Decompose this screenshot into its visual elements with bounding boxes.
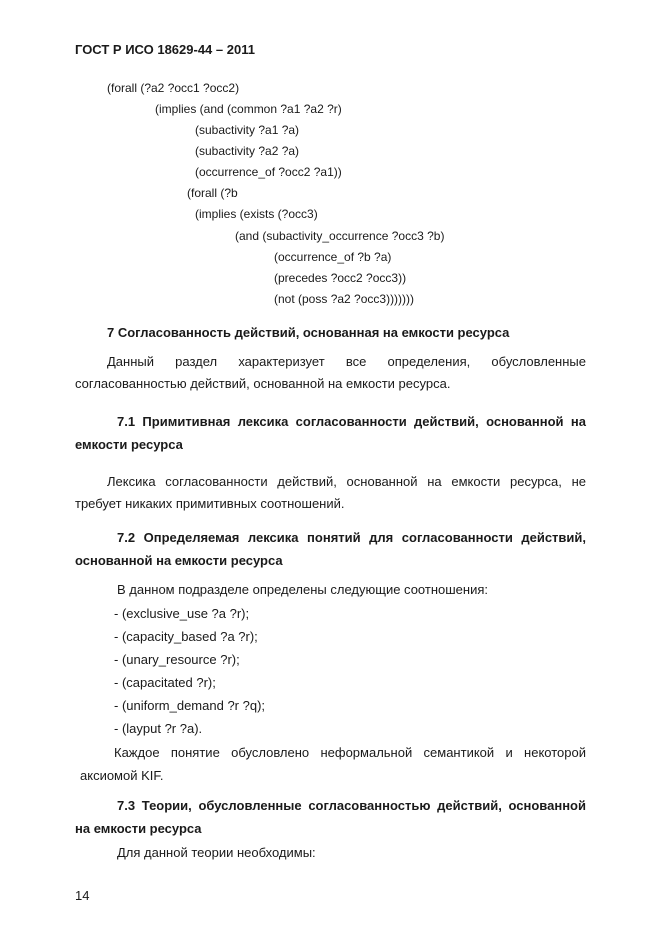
paragraph-line: Каждое понятие обусловлено неформальной семантикой и некоторой [114,745,586,760]
code-line: (forall (?a2 ?occ1 ?occ2) [107,81,240,95]
subsection-heading-cont: на емкости ресурса [75,821,202,836]
code-line: (occurrence_of ?b ?a) [274,250,392,264]
list-item: - (exclusive_use ?a ?r); [114,606,250,621]
list-item: - (layput ?r ?a). [114,721,203,736]
code-line: (and (subactivity_occurrence ?occ3 ?b) [235,229,445,243]
list-item: - (capacitated ?r); [114,675,216,690]
code-line: (implies (and (common ?a1 ?a2 ?r) [155,102,342,116]
subsection-heading: 7.3 Теории, обусловленные согласованностью действий, основанной [117,798,586,813]
code-line: (implies (exists (?occ3) [195,207,318,221]
paragraph-line: Лексика согласованности действий, основанной на емкости ресурса, не [107,474,586,489]
code-line: (forall (?b [187,186,238,200]
paragraph-line: согласованностью действий, основанной на емкости ресурса. [75,376,451,391]
paragraph-line: Данный раздел характеризует все определения, обусловленные [107,354,586,369]
document-header: ГОСТ Р ИСО 18629-44 – 2011 [75,42,255,57]
list-item: - (capacity_based ?a ?r); [114,629,258,644]
code-line: (not (poss ?a2 ?occ3))))))) [274,292,415,306]
code-line: (subactivity ?a2 ?a) [195,144,300,158]
section-heading: 7 Согласованность действий, основанная на емкости ресурса [107,325,510,340]
subsection-heading: 7.2 Определяемая лексика понятий для согласованности действий, [117,530,586,545]
subsection-heading-cont: емкости ресурса [75,437,183,452]
paragraph-line: требует никаких примитивных соотношений. [75,496,345,511]
code-line: (subactivity ?a1 ?a) [195,123,300,137]
code-line: (precedes ?occ2 ?occ3)) [274,271,407,285]
subsection-heading-cont: основанной на емкости ресурса [75,553,283,568]
list-item: - (uniform_demand ?r ?q); [114,698,266,713]
code-line: (occurrence_of ?occ2 ?a1)) [195,165,342,179]
paragraph-line: Для данной теории необходимы: [117,845,316,860]
paragraph-line: В данном подразделе определены следующие соотношения: [117,582,488,597]
page-number: 14 [75,888,90,903]
subsection-heading: 7.1 Примитивная лексика согласованности действий, основанной на [117,414,586,429]
paragraph-line: аксиомой KIF. [80,768,164,783]
list-item: - (unary_resource ?r); [114,652,240,667]
